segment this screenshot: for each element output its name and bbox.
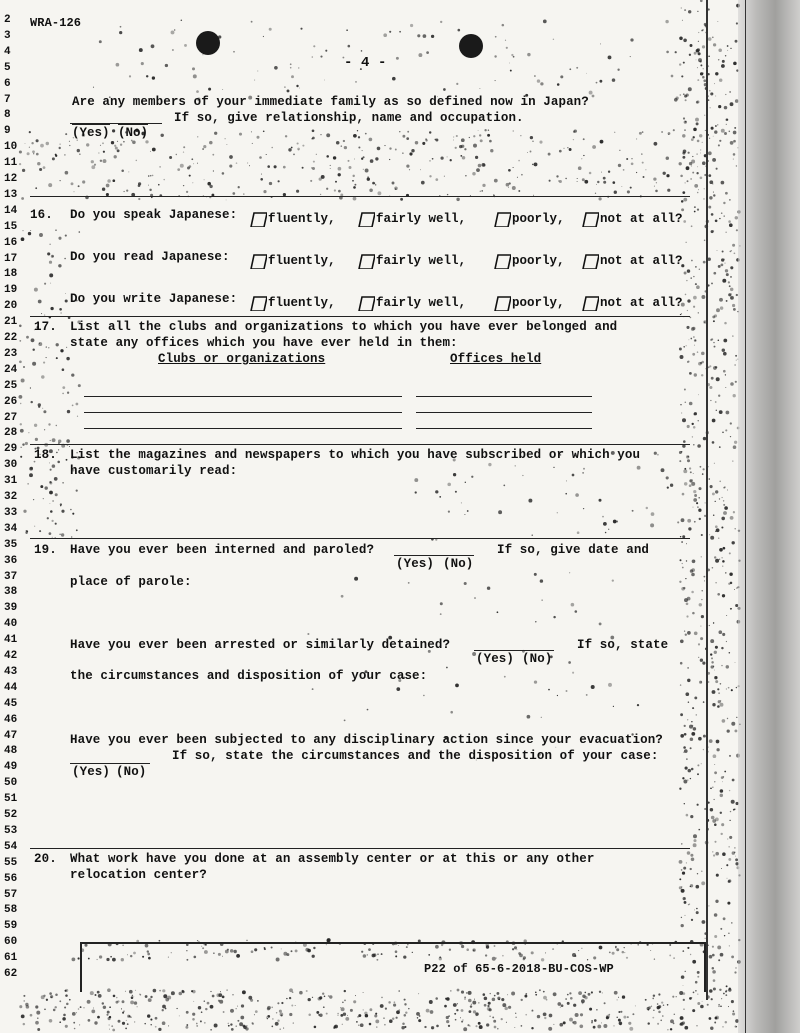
q18-line1: List the magazines and newspapers to which you have subscribed or which you: [70, 448, 641, 462]
q19-c-no: (No): [116, 765, 147, 779]
q19-b-line1: Have you ever been arrested or similarly detained?: [70, 638, 451, 652]
q19-a-line1b: If so, give date and: [497, 543, 650, 557]
line-number: 31: [4, 475, 18, 488]
q16-checkbox[interactable]: [582, 212, 599, 227]
q16-option-label: poorly,: [512, 296, 565, 310]
office-line[interactable]: [416, 396, 592, 397]
line-number: 58: [4, 904, 18, 917]
q17-line2: state any offices which you have ever held in them:: [70, 336, 458, 350]
line-number: 19: [4, 284, 18, 297]
q16-checkbox[interactable]: [358, 254, 375, 269]
q16-option-label: poorly,: [512, 254, 565, 268]
binding-line-2: [745, 0, 746, 1033]
q19-b-line1b: If so, state: [577, 638, 669, 652]
q15-answer-line[interactable]: [70, 123, 162, 124]
divider: [30, 316, 690, 317]
footer-ref: P22 of 65-6-2018-BU-COS-WP: [424, 962, 614, 976]
club-line[interactable]: [84, 428, 402, 429]
line-number: 21: [4, 316, 18, 329]
line-number: 43: [4, 665, 18, 678]
q16-option-label: fairly well,: [376, 212, 467, 226]
line-number: 47: [4, 729, 18, 742]
q16-checkbox[interactable]: [494, 296, 511, 311]
divider: [30, 848, 690, 849]
q15-no: (No): [118, 126, 149, 140]
line-number: 55: [4, 856, 18, 869]
line-number: 28: [4, 427, 18, 440]
line-number: 35: [4, 538, 18, 551]
page-marker: - 4 -: [344, 55, 387, 71]
line-number: 49: [4, 761, 18, 774]
q16-option-label: not at all?: [600, 296, 683, 310]
club-line[interactable]: [84, 412, 402, 413]
line-number: 46: [4, 713, 18, 726]
line-number: 60: [4, 936, 18, 949]
line-number: 11: [4, 157, 18, 170]
line-number: 59: [4, 920, 18, 933]
line-number: 15: [4, 220, 18, 233]
line-number: 26: [4, 395, 18, 408]
q19-c-yes: (Yes): [72, 765, 111, 779]
q20-line1: What work have you done at an assembly center or at this or any other: [70, 852, 595, 866]
q16-checkbox[interactable]: [250, 254, 267, 269]
q19-c-line2: If so, state the circumstances and the disposition of your case:: [172, 749, 659, 763]
q16-option-label: fairly well,: [376, 254, 467, 268]
office-line[interactable]: [416, 428, 592, 429]
divider: [30, 538, 690, 539]
q17-number: 17.: [34, 320, 57, 334]
line-number: 51: [4, 793, 18, 806]
line-number: 12: [4, 173, 18, 185]
line-number: 22: [4, 332, 18, 344]
line-number: 2: [4, 14, 11, 26]
line-number: 17: [4, 252, 18, 265]
line-number: 45: [4, 697, 18, 710]
line-number: 40: [4, 618, 18, 631]
line-number: 54: [4, 840, 18, 853]
line-number: 29: [4, 443, 18, 456]
q19-b-no: (No): [522, 652, 553, 666]
line-number: 30: [4, 459, 18, 472]
line-number: 44: [4, 681, 18, 694]
q16-option-label: fluently,: [268, 212, 336, 226]
form-id: WRA-126: [30, 16, 82, 30]
q19-a-line1: Have you ever been interned and paroled?: [70, 543, 375, 557]
punch-hole-left: [196, 31, 220, 55]
q16-option-label: not at all?: [600, 212, 683, 226]
club-line[interactable]: [84, 396, 402, 397]
q19-c-answer-line[interactable]: [70, 763, 150, 764]
line-number: 25: [4, 379, 18, 392]
line-number: 5: [4, 61, 11, 74]
line-number: 50: [4, 777, 18, 790]
line-number: 52: [4, 809, 18, 821]
q16-checkbox[interactable]: [250, 212, 267, 227]
q16-prompt: Do you write Japanese:: [70, 292, 238, 306]
line-number: 8: [4, 109, 11, 122]
q17-line1: List all the clubs and organizations to which you have ever belonged and: [70, 320, 618, 334]
q16-checkbox[interactable]: [582, 296, 599, 311]
line-number: 4: [4, 45, 11, 58]
q16-checkbox[interactable]: [358, 296, 375, 311]
q19-c-line1: Have you ever been subjected to any disciplinary action since your evacuation?: [70, 733, 663, 747]
line-number: 18: [4, 268, 18, 281]
q16-checkbox[interactable]: [494, 212, 511, 227]
q16-option-label: fluently,: [268, 254, 336, 268]
q16-prompt: Do you speak Japanese:: [70, 208, 238, 222]
line-number: 33: [4, 506, 18, 519]
line-number: 14: [4, 204, 18, 217]
q16-checkbox[interactable]: [582, 254, 599, 269]
q16-option-label: not at all?: [600, 254, 683, 268]
line-number: 32: [4, 491, 18, 503]
q18-number: 18.: [34, 448, 57, 462]
q15-line1: Are any members of your immediate family as so defined now in Japan?: [72, 95, 589, 109]
q19-a-no: (No): [443, 557, 474, 571]
q18-line2: have customarily read:: [70, 464, 238, 478]
q16-checkbox[interactable]: [494, 254, 511, 269]
q15-yes: (Yes): [72, 126, 110, 140]
line-number: 16: [4, 236, 18, 249]
q15-line2: If so, give relationship, name and occupation.: [174, 111, 524, 125]
binding-line: [706, 0, 708, 1000]
q20-line2: relocation center?: [70, 868, 207, 882]
line-number: 24: [4, 363, 18, 376]
q19-number: 19.: [34, 543, 57, 557]
q17-col-clubs: Clubs or organizations: [158, 352, 326, 366]
line-number: 34: [4, 522, 18, 535]
line-number: 57: [4, 888, 18, 901]
line-number: 9: [4, 125, 11, 138]
divider: [30, 196, 690, 197]
line-number: 7: [4, 93, 11, 106]
line-number: 37: [4, 570, 18, 583]
divider: [30, 444, 690, 445]
line-number: 27: [4, 411, 18, 424]
q19-b-yes: (Yes): [476, 652, 515, 666]
q16-prompt: Do you read Japanese:: [70, 250, 230, 264]
punch-hole-right: [459, 34, 483, 58]
line-number: 10: [4, 141, 18, 154]
line-number: 56: [4, 872, 18, 885]
q19-b-answer-line[interactable]: [474, 650, 554, 651]
line-number: 41: [4, 634, 18, 647]
line-number: 13: [4, 188, 18, 201]
q16-number: 16.: [30, 208, 53, 222]
scan-edge: [738, 0, 800, 1033]
office-line[interactable]: [416, 412, 592, 413]
q16-option-label: poorly,: [512, 212, 565, 226]
line-number: 6: [4, 77, 11, 90]
line-number: 39: [4, 602, 18, 615]
line-number: 53: [4, 824, 18, 837]
q19-a-line2: place of parole:: [70, 575, 192, 589]
line-number: 36: [4, 554, 18, 567]
q16-option-label: fairly well,: [376, 296, 467, 310]
q19-a-yes: (Yes): [396, 557, 435, 571]
q16-checkbox[interactable]: [250, 296, 267, 311]
q17-col-offices: Offices held: [450, 352, 542, 366]
line-number: 3: [4, 29, 11, 42]
line-number: 48: [4, 745, 18, 758]
q16-checkbox[interactable]: [358, 212, 375, 227]
line-number: 38: [4, 586, 18, 599]
line-number: 61: [4, 952, 18, 965]
line-number: 20: [4, 300, 18, 313]
q19-b-line2: the circumstances and disposition of your case:: [70, 669, 428, 683]
line-number: 42: [4, 650, 18, 662]
q16-option-label: fluently,: [268, 296, 336, 310]
line-number: 62: [4, 968, 18, 980]
q20-number: 20.: [34, 852, 57, 866]
line-number: 23: [4, 347, 18, 360]
q19-a-answer-line[interactable]: [394, 555, 474, 556]
